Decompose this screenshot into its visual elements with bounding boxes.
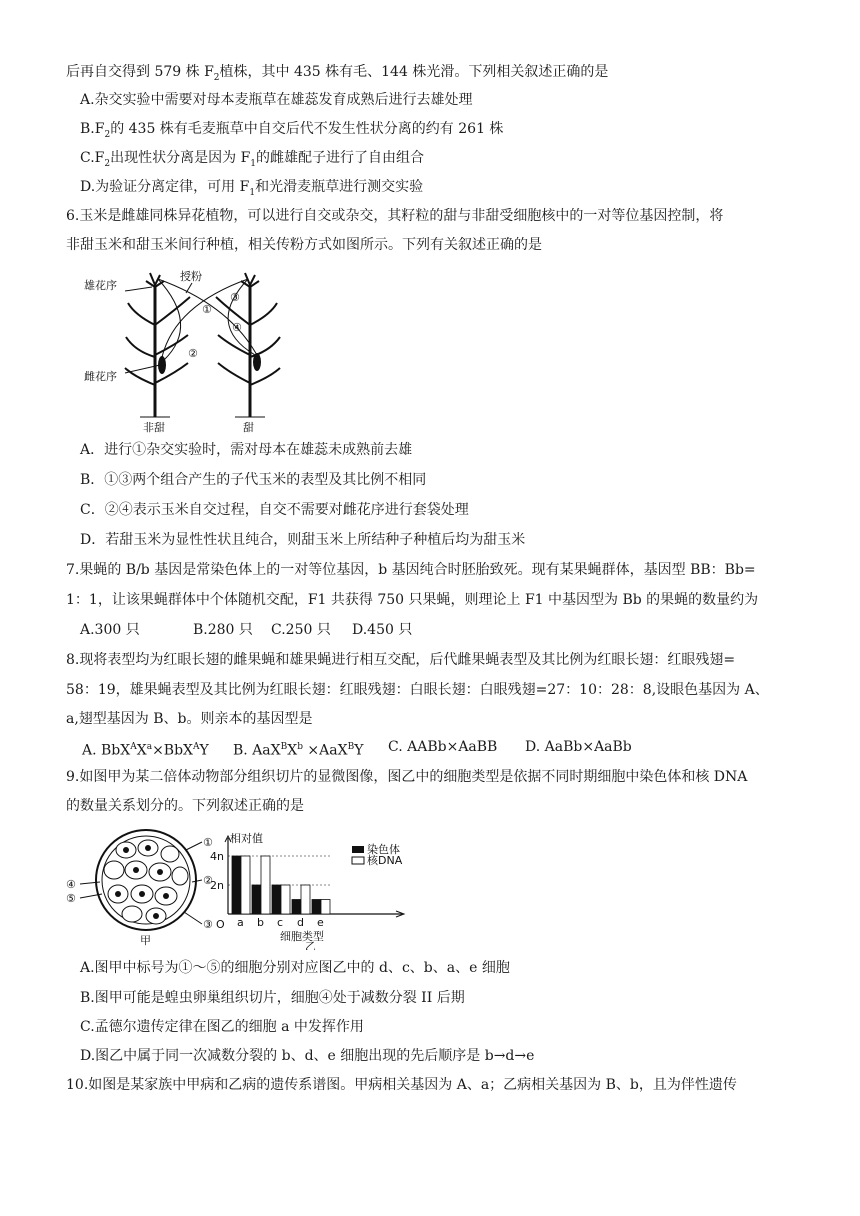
y-axis-title: 相对值	[230, 832, 263, 845]
figure-jia-label: 甲	[140, 934, 151, 947]
q7-option-a: A.300 只	[80, 622, 140, 638]
x-tick-a: a	[237, 916, 244, 929]
q7-stem-line2: 1：1，让该果蝇群体中个体随机交配，F1 共获得 750 只果蝇，则理论上 F1 中基因型为 Bb 的果蝇的数量约为	[66, 592, 759, 608]
q5-option-d: D.为验证分离定律，可用 $F_1$和光滑麦瓶草进行测交实验	[80, 179, 424, 198]
origin-label: O	[216, 918, 225, 931]
q6-stem-line2: 非甜玉米和甜玉米间行种植，相关传粉方式如图所示。下列有关叙述正确的是	[66, 237, 542, 253]
q9-option-a: A.图甲中标号为①～⑤的细胞分别对应图乙中的 d、c、b、a、e 细胞	[80, 960, 510, 976]
legend-dna-swatch	[352, 857, 364, 864]
q8-stem-line1: 8.现将表型均为红眼长翅的雌果蝇和雄果蝇进行相互交配，后代雌果蝇表型及其比例为红眼长翅：红眼残翅=	[66, 652, 736, 668]
cell-4-label: ④	[66, 878, 76, 891]
cell-3-label: ③	[203, 918, 213, 931]
q9-stem-line2: 的数量关系划分的。下列叙述正确的是	[66, 798, 304, 814]
cell-5-label: ⑤	[66, 892, 76, 905]
q5-option-a: A.杂交实验中需要对母本麦瓶草在雄蕊发育成熟后进行去雄处理	[80, 92, 473, 108]
x-tick-e: e	[317, 916, 324, 929]
bar-d-dna	[301, 885, 310, 914]
x-tick-c: c	[277, 916, 284, 929]
bar-c-dna	[281, 885, 290, 914]
q7-option-d: D.450 只	[352, 622, 413, 638]
y-tick-4n: 4n	[210, 850, 224, 863]
cell-1-label: ①	[203, 836, 213, 849]
x-axis-title: 细胞类型	[280, 930, 324, 943]
circle-2-label: ②	[188, 347, 198, 360]
q9-stem-line1: 9.如图甲为某二倍体动物部分组织切片的显微图像，图乙中的细胞类型是依据不同时期细胞中染色体和核 DNA	[66, 769, 748, 785]
y-tick-2n: 2n	[210, 879, 224, 892]
left-plant-label: 非甜	[143, 421, 165, 434]
x-tick-d: d	[297, 916, 304, 929]
q6-stem-line1: 6.玉米是雌雄同株异花植物，可以进行自交或杂交，其籽粒的甜与非甜受细胞核中的一对等位基因控制，将	[66, 208, 724, 224]
legend-chromosome-label: 染色体	[367, 843, 400, 856]
right-plant-label: 甜	[243, 421, 254, 434]
q7-option-b: B.280 只	[193, 622, 253, 638]
legend-chromosome-swatch	[352, 846, 364, 853]
q8-option-c: C. AABb×AaBB	[388, 739, 498, 755]
q5-option-c: $C.F_2$出现性状分离是因为 $F_1$的雌雄配子进行了自由组合	[80, 150, 425, 169]
q6-option-d: D．若甜玉米为显性性状且纯合，则甜玉米上所结种子种植后均为甜玉米	[80, 532, 526, 548]
bar-e-chromosome	[312, 900, 321, 915]
q8-option-b: B. $AaX^BX^b \times AaX^BY$	[233, 742, 364, 759]
corn-pollination-figure	[80, 265, 300, 435]
circle-3-label: ③	[230, 291, 240, 304]
bar-b-chromosome	[252, 885, 261, 914]
bar-d-chromosome	[292, 900, 301, 915]
figure-yi-label: 乙	[305, 940, 316, 950]
circle-1-label: ①	[202, 303, 212, 316]
circle-4-label: ④	[232, 321, 242, 334]
tissue-section-figure-jia	[66, 828, 216, 948]
bar-a-dna	[241, 856, 250, 914]
q10-stem-line1: 10.如图是某家族中甲病和乙病的遗传系谱图。甲病相关基因为 A、a；乙病相关基因为 B、b，且为伴性遗传	[66, 1077, 737, 1093]
cell-2-label: ②	[203, 874, 213, 887]
q7-option-c: C.250 只	[271, 622, 331, 638]
male-flower-label: 雄花序	[84, 279, 117, 292]
bar-chart-yi	[210, 832, 420, 950]
bar-e-dna	[321, 900, 330, 915]
bar-a-chromosome	[232, 856, 241, 914]
q5-stem: 后再自交得到 579 株 $F_2$植株，其中 435 株有毛、144 株光滑。下列相关叙述正确的是	[66, 64, 609, 83]
legend-dna-label: 核DNA	[367, 854, 403, 867]
q8-option-a: A. $BbX^AX^a\times BbX^AY$	[82, 742, 209, 759]
q9-option-c: C.孟德尔遗传定律在图乙的细胞 a 中发挥作用	[80, 1019, 364, 1035]
bar-b-dna	[261, 856, 270, 914]
q6-option-c: C．②④表示玉米自交过程，自交不需要对雌花序进行套袋处理	[80, 502, 469, 518]
female-flower-label: 雌花序	[84, 370, 117, 383]
q8-stem-line3: a,翅型基因为 B、b。则亲本的基因型是	[66, 711, 313, 727]
q9-option-b: B.图甲可能是蝗虫卵巢组织切片，细胞④处于减数分裂 II 后期	[80, 990, 465, 1006]
bar-c-chromosome	[272, 885, 281, 914]
q9-option-d: D.图乙中属于同一次减数分裂的 b、d、e 细胞出现的先后顺序是 b→d→e	[80, 1048, 535, 1064]
pollination-label: 授粉	[180, 270, 202, 283]
q5-option-b: $B.F_2$的 435 株有毛麦瓶草中自交后代不发生性状分离的约有 261 株	[80, 121, 504, 140]
q7-stem-line1: 7.果蝇的 B/b 基因是常染色体上的一对等位基因，b 基因纯合时胚胎致死。现有某果蝇群体，基因型 BB：Bb=	[66, 562, 756, 578]
q6-option-b: B．①③两个组合产生的子代玉米的表型及其比例不相同	[80, 472, 427, 488]
q8-option-d: D. AaBb×AaBb	[525, 739, 632, 755]
x-tick-b: b	[257, 916, 264, 929]
q8-stem-line2: 58：19，雄果蝇表型及其比例为红眼长翅：红眼残翅：白眼长翅：白眼残翅=27：10：28：8,设眼色基因为 A、	[66, 682, 769, 698]
q6-option-a: A．进行①杂交实验时，需对母本在雄蕊未成熟前去雄	[80, 442, 413, 458]
